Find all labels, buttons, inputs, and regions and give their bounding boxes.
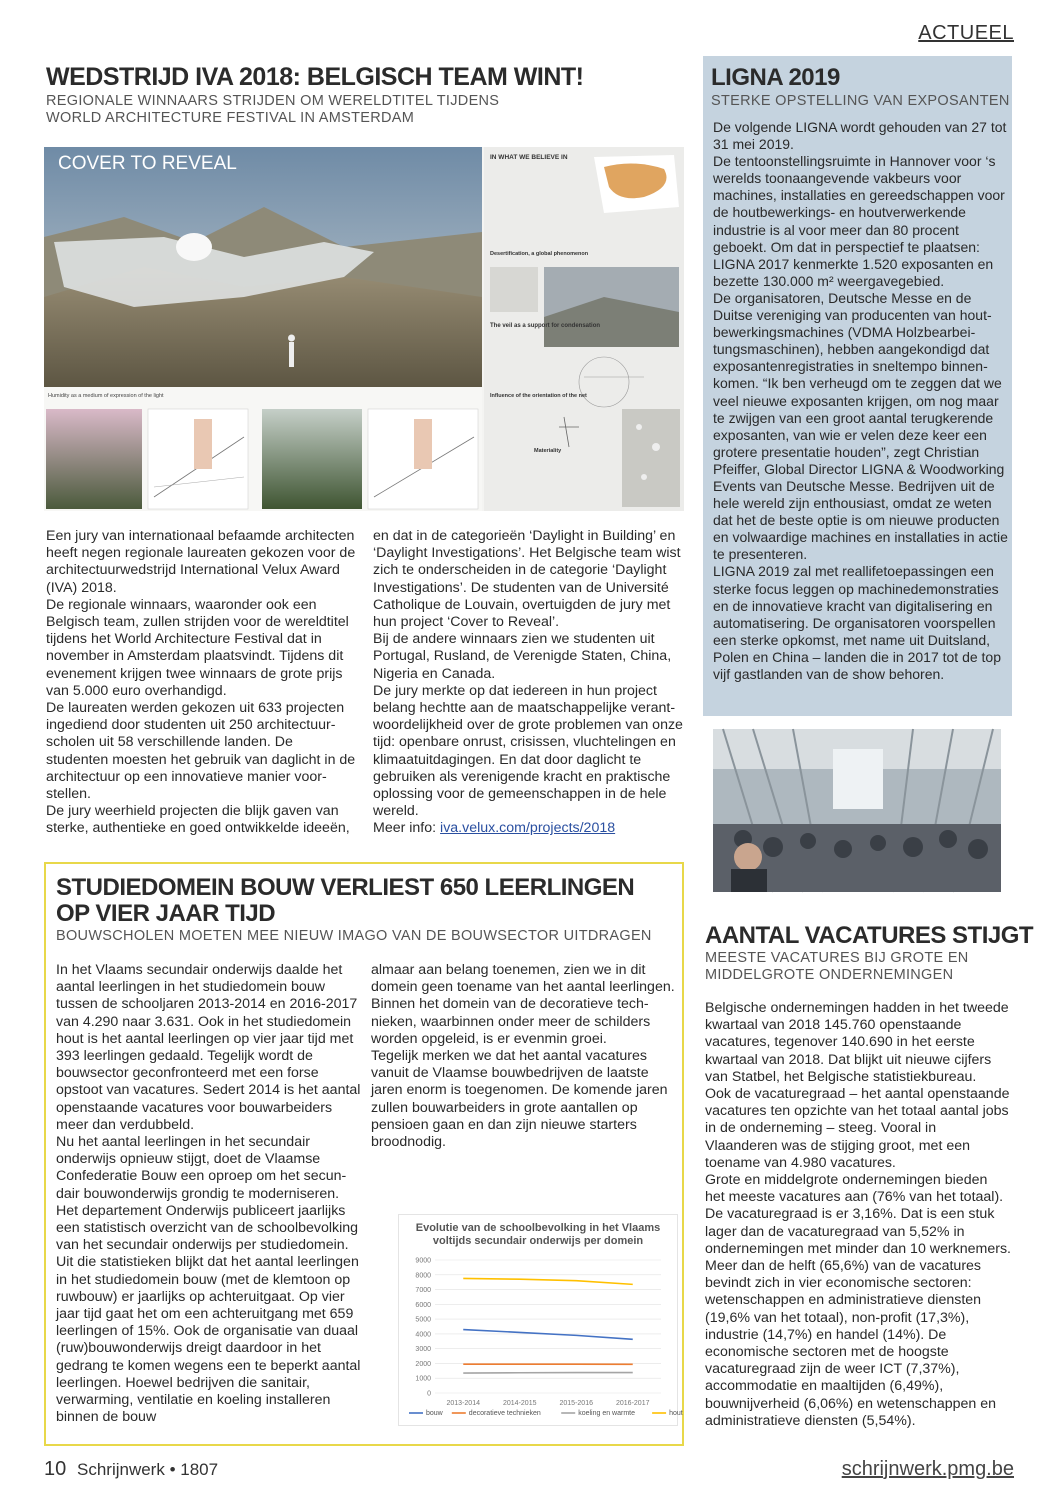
chart-svg — [399, 1215, 683, 1425]
page-number: 10 — [44, 1458, 67, 1480]
vacatures-paragraph: Meer dan de helft (65,6%) van de vacatures bevindt zich in vier economische sectoren: wetenschappen en administratieve diensten (19,6% van het totaal), non-profit (17,3%), industrie (14,7%) en handel (14%). De economische sectoren met de hoogste vacaturegraad zijn de weer ICT (7,37%), accommodatie en maaltijden (6,49%), bouwnijverheid (6,06%) en wetenschappen en administratieve diensten (5,54%). — [705, 1258, 997, 1429]
iva-paragraph: De jury weerhield projecten die blijk gaven van sterke, authentieke en goed ontwikkelde ideeën, — [46, 803, 350, 837]
ligna-body — [713, 119, 1009, 683]
x-tick-label: 2014-2015 — [503, 1400, 537, 1407]
vacatures-subtitle-1: MEESTE VACATURES BIJ GROTE EN — [705, 950, 969, 966]
vacatures-title: AANTAL VACATURES STIJGT — [705, 922, 1034, 949]
school-population-chart — [398, 1214, 683, 1426]
y-tick-label: 6000 — [415, 1301, 431, 1309]
iva-more-info — [373, 820, 685, 837]
vacatures-paragraph: Belgische ondernemingen hadden in het tweede kwartaal van 2018 145.760 openstaande vacatures, tegenover 140.690 in het eerste kwartaal van 2018. Dat blijkt uit nieuwe cijfers van Statbel, het Belgische statistiekbureau. — [705, 1000, 1009, 1085]
ligna-box — [703, 56, 1012, 716]
more-info-link[interactable]: iva.velux.com/projects/2018 — [440, 820, 616, 837]
bouw-paragraph: Tegelijk merken we dat het aantal vacatures vanuit de Vlaamse bouwbedrijven de laatste jaren enorm is toegenomen. De komende jaren zullen bouwarbeiders in grote aantallen op pensioen gaan en dan zijn nieuwe starters broodnodig. — [371, 1048, 668, 1151]
poster-materiality: Materiality — [534, 448, 562, 454]
legend-entry: decoratieve technieken — [468, 1410, 541, 1417]
bouw-subtitle: BOUWSCHOLEN MOETEN MEE NIEUW IMAGO VAN DE BOUWSECTOR UITDRAGEN — [56, 928, 652, 944]
iva-subtitle-2: WORLD ARCHITECTURE FESTIVAL IN AMSTERDAM — [46, 110, 415, 126]
fair-crowd-illustration — [713, 729, 1001, 892]
bouw-title-1: STUDIEDOMEIN BOUW VERLIEST 650 LEERLINGEN — [56, 874, 635, 901]
series-line-hout — [463, 1278, 633, 1284]
ligna-paragraph: De volgende LIGNA wordt gehouden van 27 tot 31 mei 2019. — [713, 119, 1007, 153]
bouw-title-2: OP VIER JAAR TIJD — [56, 900, 276, 927]
iva-paragraph: Een jury van internationaal befaamde architecten heeft negen regionale laureaten gekozen voor de architectuurwedstrijd International Velux Award (IVA) 2018. — [46, 528, 356, 596]
legend-entry: koeling en warmte — [578, 1410, 636, 1417]
iva-paragraph: De jury merkte op dat iedereen in hun project belang hechtte aan de maatschappelijke verantwoordelijkheid over de grote problemen van onze tijd: openbare onrust, crisissen, vluchtelingen en klimaatuitdagingen. En dat door daglicht te gebruiken als verenigende kracht en praktische oplossing voor de gemeenschappen in de hele wereld. — [373, 682, 683, 820]
ligna-title: LIGNA 2019 — [711, 64, 840, 91]
y-tick-label: 4000 — [415, 1331, 431, 1339]
y-tick-label: 8000 — [415, 1272, 431, 1280]
poster-in-what: IN WHAT WE BELIEVE IN — [490, 154, 568, 161]
poster-humidity: Humidity as a medium of expression of the light — [48, 393, 164, 399]
more-info-label: Meer info: — [373, 820, 437, 837]
y-tick-label: 3000 — [415, 1346, 431, 1354]
bouw-column-2 — [371, 962, 676, 1151]
bouw-paragraph: Nu het aantal leerlingen in het secundair onderwijs opnieuw stijgt, doet de Vlaamse Confederatie Bouw een oproep om het secundair bouwonderwijs grondig te moderniseren. Het departement Onderwijs publiceert jaarlijks een statistisch overzicht van de schoolbevolking van het secundair onderwijs per studiedomein. Uit die statistieken blijkt dat het aantal leerlingen in het studiedomein bouw (met de klemtoon op ruwbouw) er jaarlijks op achteruitgaat. Op vier jaar tijd gaat het om een achteruitgang met 659 leerlingen of 15%. Ook de organisatie van duaal (ruw)bouwonderwijs dreigt daardoor in het gedrang te komen wegens een te beperkt aantal leerlingen. Hoewel bedrijven die sanitair, verwarming, ventilatie en koeling installeren binnen de bouw — [56, 1134, 361, 1426]
iva-paragraph: en dat in de categorieën ‘Daylight in Building’ en ‘Daylight Investigations’. Het Belgische team wist zich te onderscheiden in de categorie ‘Daylight Investigations’. De studenten van de Université Catholique de Louvain, overtuigden de jury met hun project ‘Cover to Reveal’. — [373, 528, 681, 631]
image-caption: COVER TO REVEAL — [58, 153, 237, 174]
x-tick-label: 2015-2016 — [559, 1400, 593, 1407]
iva-title: WEDSTRIJD IVA 2018: BELGISCH TEAM WINT! — [46, 63, 584, 91]
series-line-bouw — [463, 1330, 633, 1340]
chart-title-1: Evolutie van de schoolbevolking in het Vlaams — [415, 1222, 661, 1234]
ligna-paragraph: LIGNA 2019 zal met reallifetoepassingen een sterke focus leggen op machinedemonstraties en de innovatieve kracht van digitalisering en automatisering. De organisatoren voorspellen een sterke opkomst, met name uit Duitsland, Polen en China – landen die in 2017 tot de top vijf gastlanden van de show behoren. — [713, 563, 1002, 682]
iva-paragraph: De regionale winnaars, waaronder ook een Belgisch team, zullen strijden voor de wereldtitel tijdens het World Architecture Festival dat in november in Amsterdam plaatsvindt. Tijdens dit evenement krijgen twee winnaars de grote prijs van 5.000 euro overhandigd. — [46, 596, 349, 699]
bouw-paragraph: In het Vlaams secundair onderwijs daalde het aantal leerlingen in het studiedomein bouw tussen de schooljaren 2013-2014 en 2016-2017 van 4.290 naar 3.631. Ook in het studiedomein hout is het aantal leerlingen op vier jaar tijd met 393 leerlingen gedaald. Tegelijk wordt de bouwsector geconfronteerd met een forse opstoot van vacatures. Sedert 2014 is het aantal openstaande vacatures voor bouwarbeiders meer dan verdubbeld. — [56, 962, 361, 1133]
bouw-box — [44, 862, 684, 1446]
legend-entry: hout — [669, 1410, 683, 1417]
vacatures-subtitle-2: MIDDELGROTE ONDERNEMINGEN — [705, 967, 954, 983]
ligna-paragraph: De tentoonstellingsruimte in Hannover voor ‘s werelds toonaangevende vakbeurs voor machines, installaties en gereedschappen voor de houtbewerkings- en houtverwerkende industrie is al voor meer dan 80 procent geboekt. Om dat in perspectief te plaatsen: LIGNA 2017 kenmerkte 1.520 exposanten en bezette 130.000 m² weergavegebied. — [713, 153, 1005, 289]
ligna-photo — [713, 729, 1001, 892]
chart-title-2: voltijds secundair onderwijs per domein — [432, 1235, 644, 1247]
iva-paragraph: Bij de andere winnaars zien we studenten uit Portugal, Rusland, de Verenigde Staten, China, Nigeria en Canada. — [373, 631, 672, 682]
website-link[interactable]: schrijnwerk.pmg.be — [841, 1458, 1014, 1480]
ligna-paragraph: De organisatoren, Deutsche Messe en de Duitse vereniging van producenten van houtbewerkingsmachines (VDMA Holzbearbeitungsmaschinen), hebben aangekondigd dat exposantenregistraties in sneltempo binnenkomen. “Ik ben verheugd om te zeggen dat we veel nieuwe exposanten krijgen, om nog maar te zwijgen van een groot aantal terugkerende exposanten, van wie er velen deze keer een grotere presentatie houden”, zegt Christian Pfeiffer, Global Director LIGNA & Woodworking Events van Deutsche Messe. Bedrijven uit de hele wereld zijn enthousiast, omdat ze weten dat het de beste optie is om nieuwe producten en volwaardige machines en installaties in actie te presenteren. — [713, 289, 1008, 563]
bouw-paragraph: Binnen het domein van de decoratieve technieken, waarbinnen onder meer de schilders worden opgeleid, is er evenmin groei. — [371, 996, 651, 1047]
poster-influence: Influence of the orientation of the net — [490, 393, 587, 399]
y-tick-label: 9000 — [415, 1257, 431, 1265]
bouw-paragraph: almaar aan belang toenemen, zien we in dit domein geen toename van het aantal leerlingen. — [371, 962, 675, 996]
iva-subtitle-1: REGIONALE WINNAARS STRIJDEN OM WERELDTITEL TIJDENS — [46, 93, 500, 109]
y-tick-label: 7000 — [415, 1287, 431, 1295]
vacatures-body — [705, 1000, 1011, 1430]
vacatures-paragraph: Grote en middelgrote ondernemingen bieden het meeste vacatures aan (76% van het totaal). De vacaturegraad is er 3,16%. Dat is een stuk lager dan de vacaturegraad van 5,52% in ondernemingen met minder dan 10 werknemers. — [705, 1172, 1011, 1257]
section-tag: ACTUEEL — [918, 22, 1014, 44]
y-tick-label: 5000 — [415, 1316, 431, 1324]
footer-left — [44, 1458, 218, 1481]
magazine-issue: Schrijnwerk • 1807 — [76, 1460, 219, 1479]
cover-to-reveal-image — [44, 147, 684, 511]
y-tick-label: 2000 — [415, 1360, 431, 1368]
iva-column-1 — [46, 528, 358, 838]
poster-illustration — [44, 147, 684, 511]
y-tick-label: 1000 — [415, 1375, 431, 1383]
x-tick-label: 2013-2014 — [446, 1400, 480, 1407]
iva-column-2 — [373, 528, 685, 838]
ligna-subtitle: STERKE OPSTELLING VAN EXPOSANTEN — [711, 93, 1010, 109]
x-tick-label: 2016-2017 — [616, 1400, 650, 1407]
bouw-column-1 — [56, 962, 361, 1426]
vacatures-paragraph: Ook de vacaturegraad – het aantal openstaande vacatures ten opzichte van het totaal aantal jobs in de onderneming – steeg. Vooral in Vlaanderen was de stijging groot, met een toename van 4.980 vacatures. — [705, 1086, 1010, 1171]
legend-entry: bouw — [426, 1410, 443, 1417]
y-tick-label: 0 — [427, 1390, 431, 1398]
iva-paragraph: De laureaten werden gekozen uit 633 projecten ingediend door studenten uit 250 architectuurscholen uit 58 verschillende landen. De studenten moesten het gebruik van daglicht in de architectuur op een innovatieve manier voorstellen. — [46, 700, 356, 803]
poster-veil: The veil as a support for condensation — [490, 323, 601, 329]
poster-desert: Desertification, a global phenomenon — [490, 251, 589, 257]
